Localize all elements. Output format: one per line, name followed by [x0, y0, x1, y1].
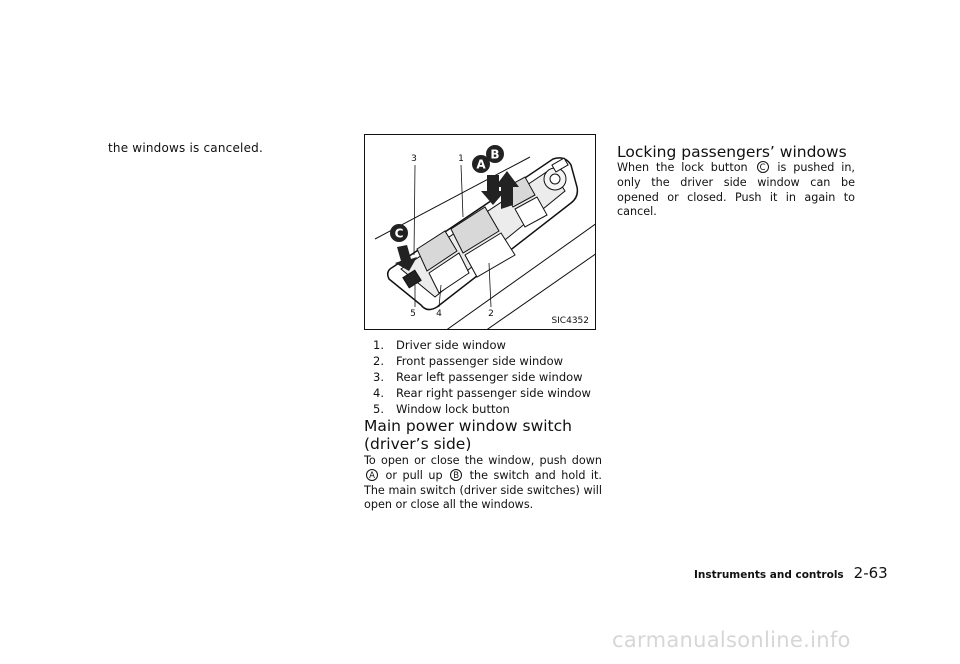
legend-number: 2. [373, 354, 384, 368]
legend-item [364, 337, 591, 353]
footer-section-title: Instruments and controls [694, 569, 844, 581]
badge-b: B [450, 469, 462, 481]
callout-b-label: B [490, 147, 500, 162]
main-text-2: or pull up [385, 468, 443, 482]
legend-number: 4. [373, 386, 384, 400]
legend-text: Rear left passenger side window [396, 370, 583, 384]
legend-number: 3. [373, 370, 384, 384]
legend-text: Window lock button [396, 402, 510, 416]
legend-text: Front passenger side window [396, 354, 564, 368]
lock-text-1: When the lock button [617, 161, 748, 174]
watermark: carmanualsonline.info [612, 628, 851, 652]
lock-text-2: is pushed in, only the driver side window can be opened or closed. Push it in again to cancel. [617, 161, 855, 219]
figure-legend [364, 337, 591, 417]
callout-number-4: 4 [436, 309, 442, 319]
legend-item [364, 353, 591, 369]
window-switch-figure [364, 134, 596, 330]
legend-number: 5. [373, 402, 384, 416]
callout-number-1: 1 [458, 154, 464, 164]
legend-item [364, 385, 591, 401]
main-text-1: To open or close the window, push down [364, 454, 602, 467]
main-text-3: the switch and hold it. The main switch (driver side switches) will open or close all the windows. [364, 468, 602, 512]
callout-a-label: A [476, 157, 486, 172]
callout-number-2: 2 [488, 309, 494, 319]
legend-number: 1. [373, 338, 384, 352]
page-footer [694, 564, 888, 582]
legend-text: Rear right passenger side window [396, 386, 591, 400]
callout-c-label: C [394, 226, 404, 241]
legend-text: Driver side window [396, 338, 506, 352]
legend-item [364, 401, 591, 417]
main-switch-heading: Main power window switch (driver’s side) [364, 417, 572, 453]
lock-windows-heading: Locking passengers’ windows [617, 143, 847, 161]
callout-number-3: 3 [411, 154, 417, 164]
legend-item [364, 369, 591, 385]
badge-c: C [757, 161, 769, 173]
window-switch-illustration [365, 135, 596, 330]
intro-fragment: the windows is canceled. [108, 141, 263, 155]
callout-number-5: 5 [410, 309, 416, 319]
page-number: 2-63 [853, 564, 888, 582]
lock-windows-paragraph [617, 161, 855, 220]
badge-a: A [366, 469, 378, 481]
main-switch-paragraph [364, 454, 602, 513]
figure-code: SIC4352 [551, 316, 589, 326]
